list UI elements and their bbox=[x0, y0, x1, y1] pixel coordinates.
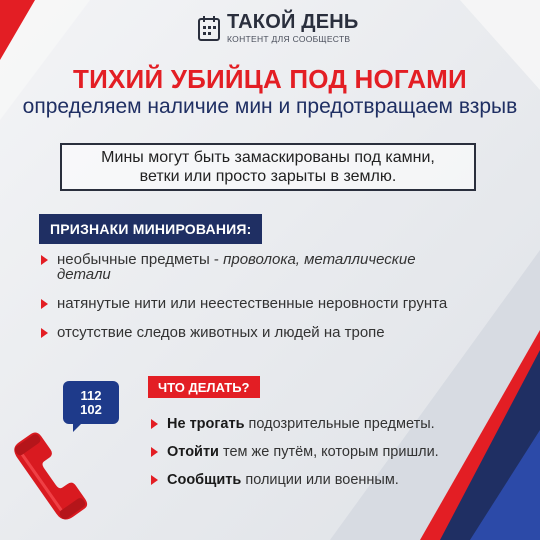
calendar-icon bbox=[197, 14, 221, 42]
sign-text: натянутые нити или неестественные неровности грунта bbox=[57, 295, 448, 312]
bullet-triangle-icon bbox=[151, 447, 158, 457]
page-title: ТИХИЙ УБИЙЦА ПОД НОГАМИ bbox=[73, 64, 467, 94]
signs-list bbox=[40, 252, 460, 354]
emergency-numbers-bubble bbox=[63, 381, 119, 424]
list-item bbox=[150, 416, 530, 432]
list-item bbox=[40, 296, 460, 311]
list-item bbox=[40, 252, 460, 282]
actions-list bbox=[150, 416, 530, 500]
bullet-triangle-icon bbox=[41, 255, 48, 265]
action-rest: тем же путём, которым пришли. bbox=[218, 444, 439, 460]
bullet-triangle-icon bbox=[41, 299, 48, 309]
list-item bbox=[150, 444, 530, 460]
action-rest: подозрительные предметы. bbox=[244, 416, 435, 432]
sign-text: необычные предметы - bbox=[57, 251, 224, 268]
page-subtitle: определяем наличие мин и предотвращаем взрыв bbox=[22, 95, 518, 118]
sign-emphasis: проволока, металлические детали bbox=[57, 251, 416, 283]
list-item bbox=[150, 472, 530, 488]
actions-label: ЧТО ДЕЛАТЬ? bbox=[148, 376, 260, 398]
signs-label: ПРИЗНАКИ МИНИРОВАНИЯ: bbox=[39, 214, 262, 244]
notice-line-2: ветки или просто зарыты в землю. bbox=[139, 168, 397, 185]
bullet-triangle-icon bbox=[151, 475, 158, 485]
brand-name: ТАКОЙ ДЕНЬ bbox=[227, 11, 359, 33]
list-item bbox=[40, 325, 460, 340]
notice-box bbox=[60, 143, 476, 191]
action-rest: полиции или военным. bbox=[241, 472, 399, 488]
emergency-number-1: 112 bbox=[80, 387, 102, 403]
brand-logo bbox=[197, 12, 359, 44]
bubble-tail bbox=[73, 422, 83, 432]
bullet-triangle-icon bbox=[151, 419, 158, 429]
notice-line-1: Мины могут быть замаскированы под камни, bbox=[101, 149, 435, 166]
emergency-number-2: 102 bbox=[80, 401, 102, 417]
bullet-triangle-icon bbox=[41, 328, 48, 338]
action-bold: Не трогать bbox=[167, 416, 245, 432]
sign-text: отсутствие следов животных и людей на тропе bbox=[57, 324, 385, 341]
action-bold: Сообщить bbox=[167, 472, 242, 488]
brand-tagline: КОНТЕНТ ДЛЯ СООБЩЕСТВ bbox=[227, 34, 351, 44]
action-bold: Отойти bbox=[167, 444, 219, 460]
